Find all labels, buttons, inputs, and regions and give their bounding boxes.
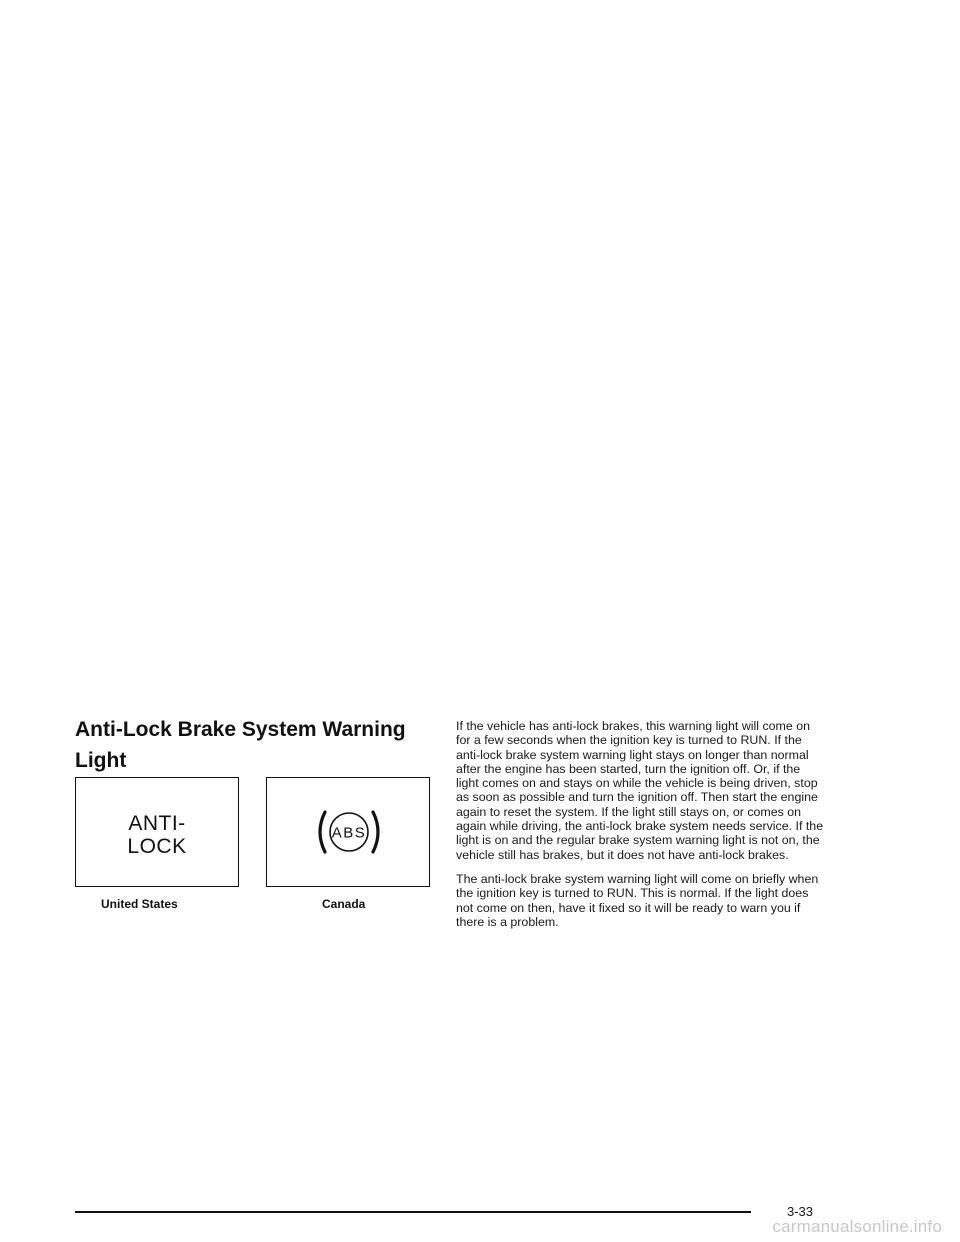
anti-lock-line2: LOCK — [127, 835, 187, 858]
body-paragraph-2: The anti-lock brake system warning light will come on briefly when the ignition key is turned to RUN. This is normal. If the light does not come on then, have it fixed so it will be ready to warn you if there is a problem. — [456, 871, 819, 929]
anti-lock-text-icon — [76, 812, 238, 858]
anti-lock-symbol-box — [75, 777, 239, 887]
body-text — [456, 719, 826, 939]
watermark: carmanualsonline.info — [772, 1217, 942, 1236]
abs-symbol-box — [266, 777, 430, 887]
footer-rule — [75, 1211, 751, 1213]
anti-lock-line1: ANTI- — [128, 812, 186, 835]
caption-united-states: United States — [101, 897, 178, 911]
body-paragraph-1: If the vehicle has anti-lock brakes, this warning light will come on for a few seconds when the ignition key is turned to RUN. If the anti-lock brake system warning light stays on longer than normal after the engine has been started, turn the ignition off. Or, if the light comes on and stays on while the vehicle is being driven, stop as soon as possible and turn the ignition off. Then start the engine again to reset the system. If the light still stays on, or comes on again while driving, the anti-lock brake system needs service. If the light is on and the regular brake system warning light is not on, the vehicle still has brakes, but it does not have anti-lock brakes. — [456, 719, 824, 862]
section-title: Anti-Lock Brake System Warning Light — [75, 718, 406, 772]
abs-warning-icon — [313, 804, 385, 860]
caption-canada: Canada — [322, 897, 366, 911]
page-number: 3-33 — [787, 1204, 814, 1219]
abs-icon-label: ABS — [331, 824, 367, 842]
